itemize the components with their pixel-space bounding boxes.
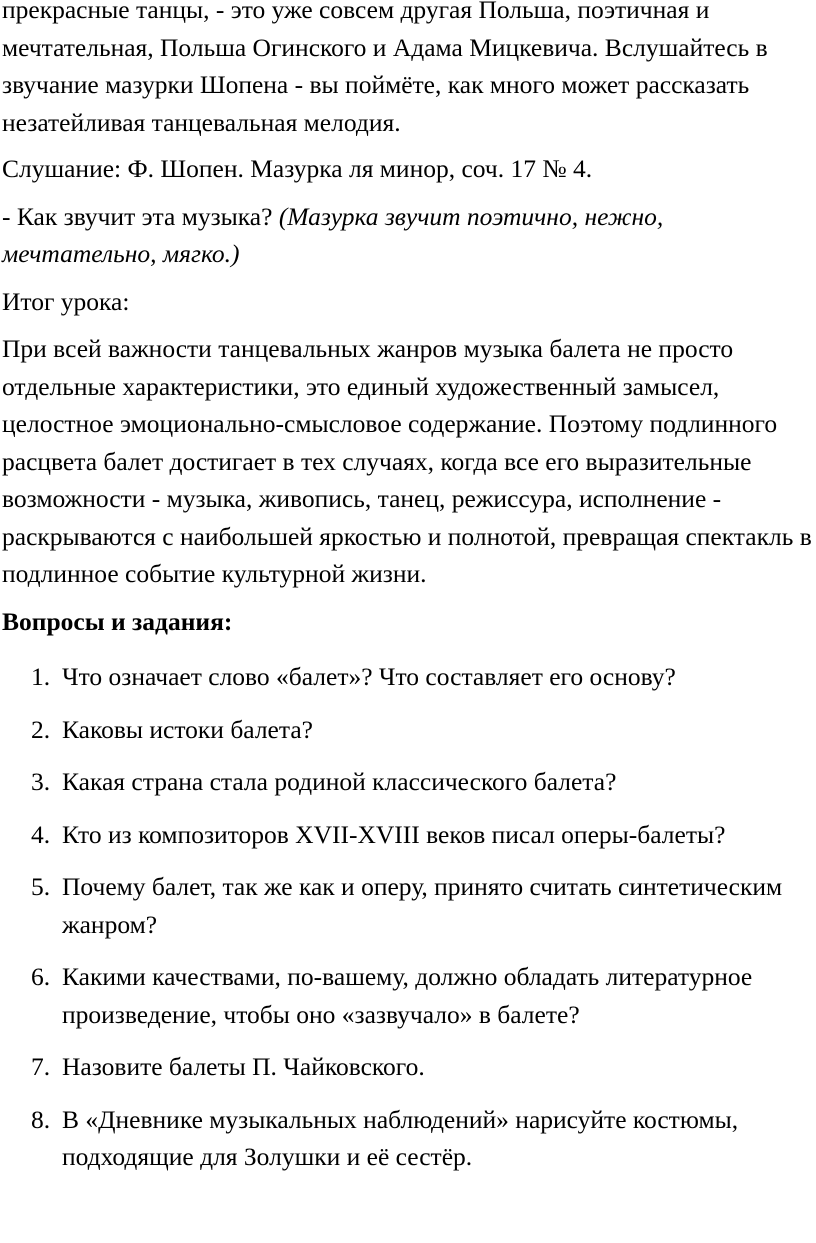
question-text: В «Дневнике музыкальных наблюдений» нарисуйте костюмы, подходящие для Золушки и её сестёр. (62, 1104, 739, 1171)
questions-heading: Вопросы и задания: (2, 606, 233, 636)
question-prefix: - Как звучит эта музыка? (2, 201, 279, 231)
question-number: 1. (31, 662, 51, 691)
question-number: 3. (31, 767, 51, 796)
summary-paragraph: При всей важности танцевальных жанров музыка балета не просто отдельные характеристики, это единый художественный замысел, целостное эмоционально-смысловое содержание. Поэтому подлинного расцвета балет достигает в тех случаях, когда все его выразительные возможности - музыка, живопись, танец, режиссура, исполнение - раскрываются с наибольшей яркостью и полнотой, превращая спектакль в подлинное событие культурной жизни. (2, 334, 812, 588)
question-text: Какая страна стала родиной классического балета? (62, 767, 617, 796)
question-number: 7. (31, 1052, 51, 1081)
question-text: Что означает слово «балет»? Что составляет его основу? (62, 662, 676, 691)
document-page (2, 0, 814, 1176)
summary-title: Итог урока: (2, 286, 130, 316)
question-text: Назовите балеты П. Чайковского. (62, 1052, 425, 1081)
question-number: 8. (31, 1104, 51, 1134)
question-item (2, 1048, 814, 1086)
question-answer: (Мазурка звучит поэтично, нежно, мечтательно, мягко.) (2, 201, 664, 268)
question-text: Каковы истоки балета? (62, 714, 313, 744)
question-number: 4. (31, 819, 51, 849)
question-number: 5. (31, 872, 51, 901)
question-number: 6. (31, 962, 51, 991)
question-item (2, 711, 814, 749)
questions-list (2, 658, 814, 1176)
question-item (2, 658, 814, 696)
question-text: Кто из композиторов XVII-XVIII веков писал оперы-балеты? (62, 819, 726, 849)
question-item (2, 958, 814, 1033)
question-item (2, 763, 814, 801)
listening-line: Слушание: Ф. Шопен. Мазурка ля минор, соч. 17 № 4. (2, 154, 593, 183)
question-paragraph (2, 198, 814, 273)
question-item (2, 816, 814, 854)
question-item (2, 1101, 814, 1176)
question-text: Почему балет, так же как и оперу, принято считать синтетическим жанром? (62, 872, 783, 939)
question-text: Какими качествами, по-вашему, должно обладать литературное произведение, чтобы оно «зазвучало» в балете? (62, 962, 753, 1029)
question-number: 2. (31, 714, 51, 744)
intro-paragraph: прекрасные танцы, - это уже совсем другая Польша, поэтичная и мечтательная, Польша Огинского и Адама Мицкевича. Вслушайтесь в звучание мазурки Шопена - вы поймёте, как много может рассказать незатейливая танцевальная мелодия. (2, 0, 768, 137)
question-item (2, 868, 814, 943)
